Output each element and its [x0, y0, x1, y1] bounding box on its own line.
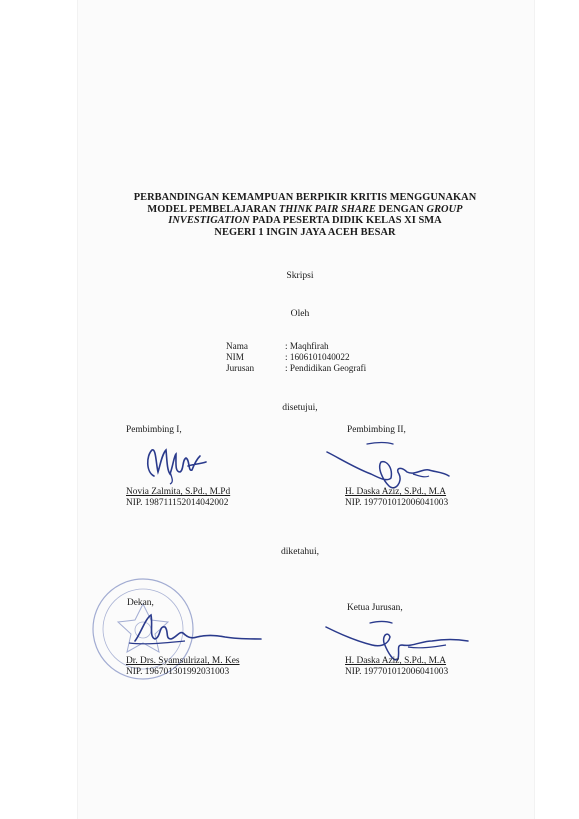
title-line-1: PERBANDINGAN KEMAMPUAN BERPIKIR KRITIS MENGGUNAKAN	[133, 192, 477, 203]
dean-signature	[125, 605, 265, 655]
head-role: Ketua Jurusan,	[347, 603, 403, 613]
title-line-2: MODEL PEMBELAJARAN THINK PAIR SHARE DENGAN GROUP	[147, 203, 463, 215]
acknowledged-label: diketahui,	[280, 546, 320, 557]
advisor2-role: Pembimbing II,	[347, 425, 406, 435]
thesis-title	[130, 192, 480, 238]
major-value: : Pendidikan Geografi	[285, 363, 367, 373]
title-line-3: INVESTIGATION PADA PESERTA DIDIK KELAS XI SMA	[168, 215, 442, 227]
head-name: H. Daska Aziz, S.Pd., M.A	[345, 656, 447, 666]
advisor1-role: Pembimbing I,	[126, 425, 182, 435]
dean-nip: NIP. 196701301992031003	[126, 667, 230, 677]
dean-name: Dr. Drs. Syamsulrizal, M. Kes	[126, 656, 240, 666]
name-label: Nama	[226, 341, 248, 351]
major-label: Jurusan	[226, 363, 255, 373]
advisor1-name: Novia Zalmita, S.Pd., M.Pd	[126, 487, 231, 497]
advisor2-nip: NIP. 197701012006041003	[345, 498, 449, 508]
by-label: Oleh	[290, 308, 310, 319]
dean-role: Dekan,	[127, 598, 154, 608]
advisor1-nip: NIP. 198711152014042002	[126, 498, 229, 508]
advisor1-signature	[140, 442, 210, 487]
name-value: : Maqhfirah	[285, 341, 329, 351]
document-type: Skripsi	[286, 270, 314, 281]
head-nip: NIP. 197701012006041003	[345, 667, 449, 677]
nim-label: NIM	[226, 352, 244, 362]
title-line-4: NEGERI 1 INGIN JAYA ACEH BESAR	[214, 226, 396, 238]
nim-value: : 1606101040022	[285, 352, 350, 362]
approved-label: disetujui,	[282, 402, 318, 413]
advisor2-name: H. Daska Aziz, S.Pd., M.A	[345, 487, 447, 497]
